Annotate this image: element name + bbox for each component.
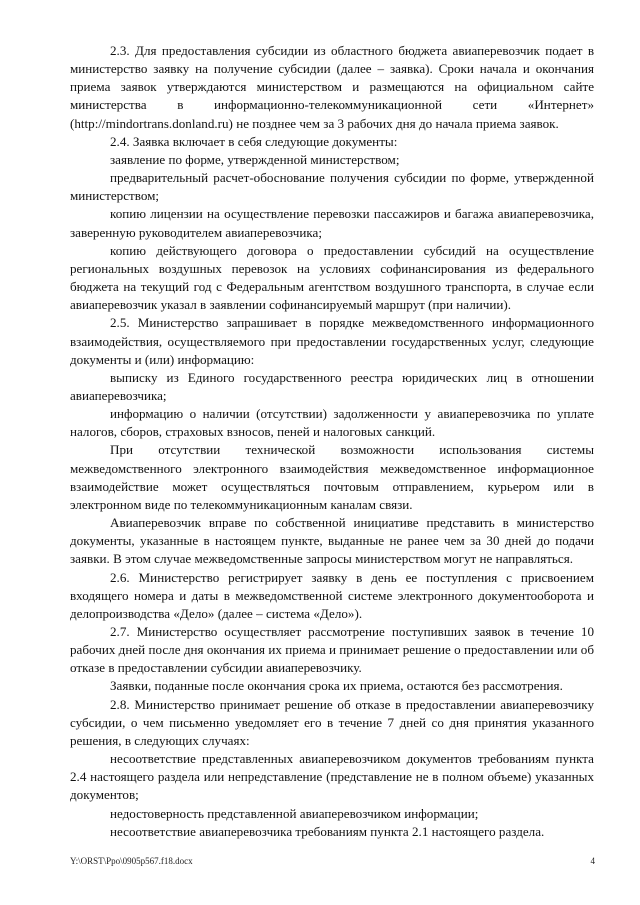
paragraph-2-4: 2.4. Заявка включает в себя следующие документы: [110,133,398,149]
document-body [70,42,594,841]
paragraph-own-initiative: Авиаперевозчик вправе по собственной инициативе представить в министерство документы, указанные в настоящем пункте, выданные не ранее чем за 30 дней до подачи заявки. В этом случае межведомственные запросы министерством могут не направляться. [70,515,594,567]
list-item-debt-information: информацию о наличии (отсутствии) задолженности у авиаперевозчика по уплате налогов, сборов, страховых взносов, пеней и налоговых санкций. [70,406,594,440]
paragraph-2-6: 2.6. Министерство регистрирует заявку в день ее поступления с присвоением входящего номера и даты в межведомственной системе электронного документооборота и делопроизводства «Дело» (далее – система «Дело»). [70,569,594,621]
footer-file-path: Y:\ORST\Ppo\0905p567.f18.docx [70,856,193,866]
paragraph-2-3: 2.3. Для предоставления субсидии из областного бюджета авиаперевозчик подает в министерство заявку на получение субсидии (далее – заявка). Сроки начала и окончания приема заявок утверждаются министерством и размещаются на официальном сайте министерства в информационно-телекоммуникационной сети «Интернет» (http://mindortrans.donland.ru) не позднее чем за 3 рабочих дня до начала приема заявок. [70,43,594,131]
list-item-document-mismatch: несоответствие представленных авиаперевозчиком документов требованиям пункта 2.4 настоящего раздела или непредставление (представление не в полном объеме) указанных документов; [70,751,594,803]
page-number: 4 [590,856,595,866]
list-item-application-form: заявление по форме, утвержденной министерством; [110,151,400,167]
list-item-registry-extract: выписку из Единого государственного реестра юридических лиц в отношении авиаперевозчика; [70,369,594,403]
list-item-requirements-mismatch: несоответствие авиаперевозчика требованиям пункта 2.1 настоящего раздела. [110,823,545,839]
list-item-license-copy: копию лицензии на осуществление перевозки пассажиров и багажа авиаперевозчика, заверенную руководителем авиаперевозчика; [70,206,594,240]
paragraph-interaction-fallback: При отсутствии технической возможности использования системы межведомственного электронного взаимодействия межведомственное информационное взаимодействие может осуществляться почтовым отправлением, курьером или в электронном виде по телекоммуникационным каналам связи. [70,442,594,512]
list-item-contract-copy: копию действующего договора о предоставлении субсидий на осуществление региональных воздушных перевозок на условиях софинансирования из федерального бюджета на текущий год с Федеральным агентством воздушного транспорта, в случае если авиаперевозчик указал в заявлении софинансируемый маршрут (при наличии). [70,242,594,313]
list-item-preliminary-calculation: предварительный расчет-обоснование получения субсидии по форме, утвержденной министерством; [70,170,594,204]
paragraph-late-applications: Заявки, поданные после окончания срока их приема, остаются без рассмотрения. [110,678,563,694]
list-item-false-information: недостоверность представленной авиаперевозчиком информации; [110,805,479,821]
paragraph-2-5: 2.5. Министерство запрашивает в порядке межведомственного информационного взаимодействия, осуществляемого при предоставлении государственных услуг, следующие документы и (или) информацию: [70,315,594,367]
paragraph-2-7: 2.7. Министерство осуществляет рассмотрение поступивших заявок в течение 10 рабочих дней после дня окончания их приема и принимает решение о предоставлении или об отказе в предоставлении субсидии авиаперевозчику. [70,624,594,676]
paragraph-2-8: 2.8. Министерство принимает решение об отказе в предоставлении авиаперевозчику субсидии, о чем письменно уведомляет его в течение 7 дней со дня принятия указанного решения, в следующих случаях: [70,696,594,748]
